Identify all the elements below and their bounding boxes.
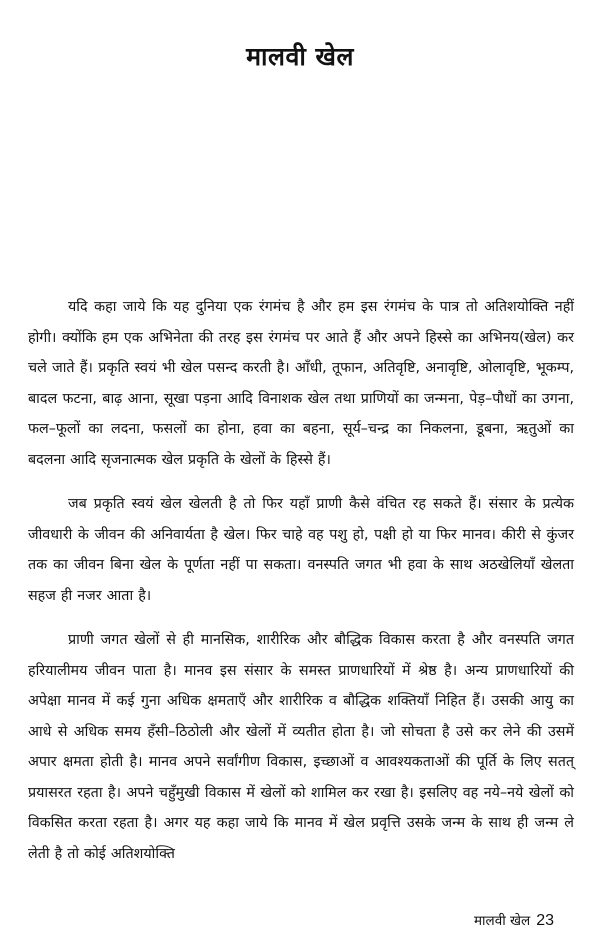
page-footer [474,911,554,930]
paragraph-2: जब प्रकृति स्वयं खेल खेलती है तो फिर यहाँ प्राणी कैसे वंचित रह सकते हैं। संसार के प्रत्येक जीवधारी के जीवन की अनिवार्यता है खेल। फिर चाहे वह पशु हो, पक्षी हो या फिर मानव। कीरी से कुंजर तक का जीवन बिना खेल के पूर्णता नहीं पा सकता। वनस्पति जगत भी हवा के साथ अठखेलियाँ खेलता सहज ही नजर आता है। [28,496,574,604]
chapter-body [28,292,574,883]
running-title: मालवी खेल [473,913,531,929]
page-number: 23 [536,912,554,929]
paragraph-1: यदि कहा जाये कि यह दुनिया एक रंगमंच है और हम इस रंगमंच के पात्र तो अतिशयोक्ति नहीं होगी। क्योंकि हम एक अभिनेता की तरह इस रंगमंच पर आते हैं और अपने हिस्से का अभिनय(खेल) कर चले जाते हैं। प्रकृति स्वयं भी खेल पसन्द करती है। आँधी, तूफान, अतिवृष्टि, अनावृष्टि, ओलावृष्टि, भूकम्प, बादल फटना, बाढ़ आना, सूखा पड़ना आदि विनाशक खेल तथा प्राणियों का जन्मना, पेड़–पौधों का उगना, फल–फूलों का लदना, फसलों का होना, हवा का बहना, सूर्य–चन्द्र का निकलना, डूबना, ऋतुओं का बदलना आदि सृजनात्मक खेल प्रकृति के खेलों के हिस्से हैं। [28,299,574,468]
chapter-title: मालवी खेल [246,41,354,71]
paragraph-3: प्राणी जगत खेलों से ही मानसिक, शारीरिक और बौद्धिक विकास करता है और वनस्पति जगत हरियालीमय जीवन पाता है। मानव इस संसार के समस्त प्राणधारियों में श्रेष्ठ है। अन्य प्राणधारियों की अपेक्षा मानव में कई गुना अधिक क्षमताएँ और शारीरिक व बौद्धिक शक्तियाँ निहित हैं। उसकी आयु का आधे से अधिक समय हँसी–ठिठोली और खेलों में व्यतीत होता है। जो सोचता है उसे कर लेने की उसमें अपार क्षमता होती है। मानव अपने सर्वांगीण विकास, इच्छाओं व आवश्यकताओं की पूर्ति के लिए सतत् प्रयासरत रहता है। अपने चहुँमुखी विकास में खेलों को शामिल कर रखा है। इसलिए वह नये–नये खेलों को विकसित करता रहता है। अगर यह कहा जाये कि मानव में खेल प्रवृत्ति उसके जन्म के साथ ही जन्म ले लेती है तो कोई अतिशयोक्ति [28,632,574,862]
